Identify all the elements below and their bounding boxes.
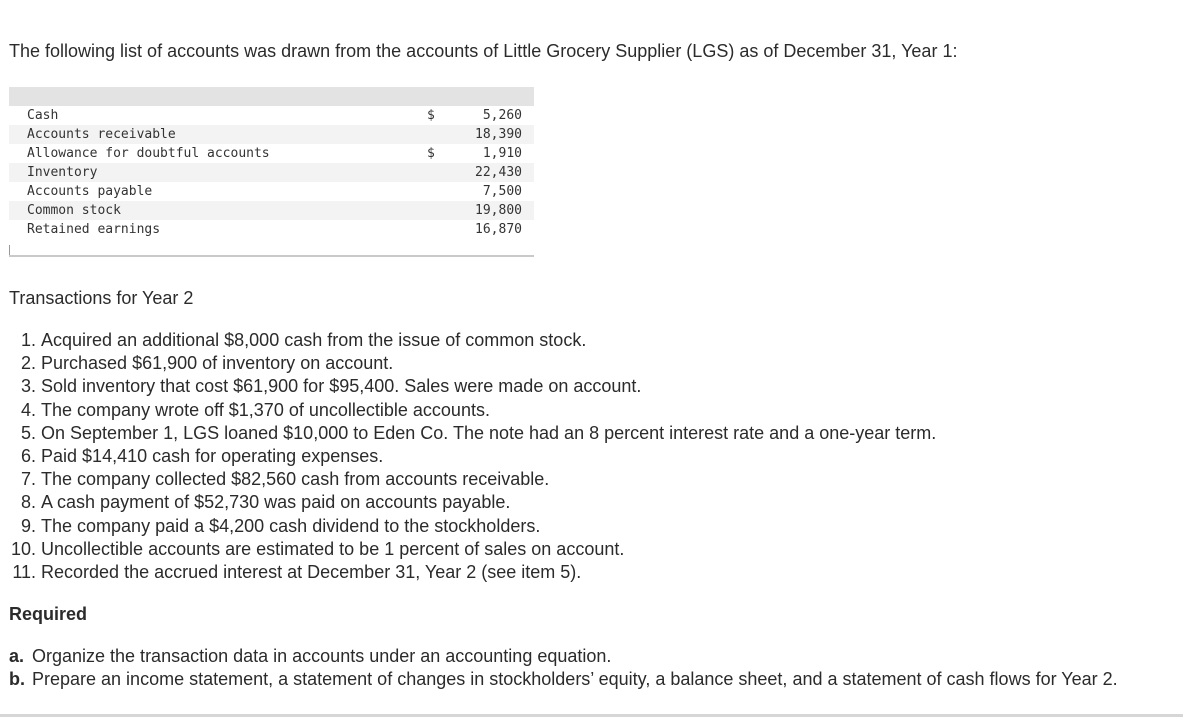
item-text: Acquired an additional $8,000 cash from the issue of common stock. [41, 330, 587, 350]
list-item [9, 422, 936, 445]
list-item [9, 445, 936, 468]
item-number: 7. [20, 469, 36, 490]
account-name: Inventory [9, 163, 427, 182]
transactions-list [9, 329, 936, 584]
item-text: Prepare an income statement, a statement of changes in stockholders’ equity, a balance sheet, and a statement of cash flows for Year 2. [32, 669, 1118, 689]
account-currency [427, 125, 447, 144]
intro-text: The following list of accounts was drawn from the accounts of Little Grocery Supplier (LGS) as of December 31, Year 1: [9, 41, 958, 61]
account-name: Cash [27, 108, 59, 123]
item-letter: a. [9, 646, 25, 666]
account-amount: 5,260 [482, 108, 522, 123]
account-amount: 19,800 [447, 201, 534, 220]
list-item [9, 538, 936, 561]
table-divider [9, 245, 10, 255]
item-text: Organize the transaction data in accounts under an accounting equation. [32, 646, 612, 666]
list-item [9, 668, 1169, 691]
item-number: 8. [20, 492, 36, 513]
table-row [9, 220, 534, 239]
item-number: 2. [20, 353, 36, 374]
account-currency: $ [427, 146, 435, 161]
table-row [9, 125, 534, 144]
item-letter: b. [9, 669, 25, 689]
account-amount: 1,910 [482, 146, 522, 161]
table-header-row [9, 87, 534, 106]
table-row [9, 182, 534, 201]
account-amount: 16,870 [475, 222, 522, 237]
account-name: Accounts receivable [9, 125, 427, 144]
account-amount: 18,390 [447, 125, 534, 144]
item-number: 4. [20, 399, 36, 420]
list-item [9, 491, 936, 514]
required-heading: Required [9, 604, 88, 624]
accounts-table [9, 87, 534, 257]
account-currency: $ [427, 108, 435, 123]
list-item [9, 375, 936, 398]
account-name: Allowance for doubtful accounts [27, 146, 270, 161]
item-text: On September 1, LGS loaned $10,000 to Eden Co. The note had an 8 percent interest rate and a one-year term. [41, 422, 937, 443]
item-text: The company collected $82,560 cash from accounts receivable. [41, 469, 550, 490]
item-text: Paid $14,410 cash for operating expenses. [41, 446, 384, 467]
item-text: Sold inventory that cost $61,900 for $95,400. Sales were made on account. [41, 376, 642, 397]
transactions-title: Transactions for Year 2 [9, 288, 194, 308]
item-number: 6. [20, 446, 36, 467]
required-list [9, 645, 1169, 691]
list-item [9, 352, 936, 375]
item-text: The company paid a $4,200 cash dividend to the stockholders. [41, 515, 541, 536]
account-name: Retained earnings [27, 222, 161, 237]
table-row [9, 163, 534, 182]
item-number: 5. [20, 422, 36, 443]
item-number: 11. [12, 562, 36, 583]
table-row [9, 144, 534, 163]
item-number: 10. [10, 538, 36, 559]
item-text: A cash payment of $52,730 was paid on accounts payable. [41, 492, 511, 513]
item-number: 9. [20, 515, 36, 536]
account-currency [427, 163, 447, 182]
account-amount: 7,500 [482, 184, 522, 199]
item-text: Uncollectible accounts are estimated to be 1 percent of sales on account. [41, 538, 625, 559]
list-item [9, 468, 936, 491]
item-number: 3. [20, 376, 36, 397]
item-number: 1. [20, 330, 36, 350]
list-item [9, 515, 936, 538]
account-name: Accounts payable [27, 184, 153, 199]
account-name: Common stock [9, 201, 427, 220]
list-item [9, 645, 1169, 668]
list-item [9, 399, 936, 422]
list-item [9, 561, 936, 584]
table-row [9, 106, 534, 125]
account-currency [427, 220, 447, 239]
account-currency [427, 182, 447, 201]
table-row [9, 201, 534, 220]
account-currency [427, 201, 447, 220]
list-item [9, 329, 936, 352]
item-text: The company wrote off $1,370 of uncollectible accounts. [41, 399, 490, 420]
table-spacer-row [9, 239, 534, 256]
item-text: Purchased $61,900 of inventory on account. [41, 353, 394, 374]
item-text: Recorded the accrued interest at December 31, Year 2 (see item 5). [41, 562, 582, 583]
account-amount: 22,430 [447, 163, 534, 182]
